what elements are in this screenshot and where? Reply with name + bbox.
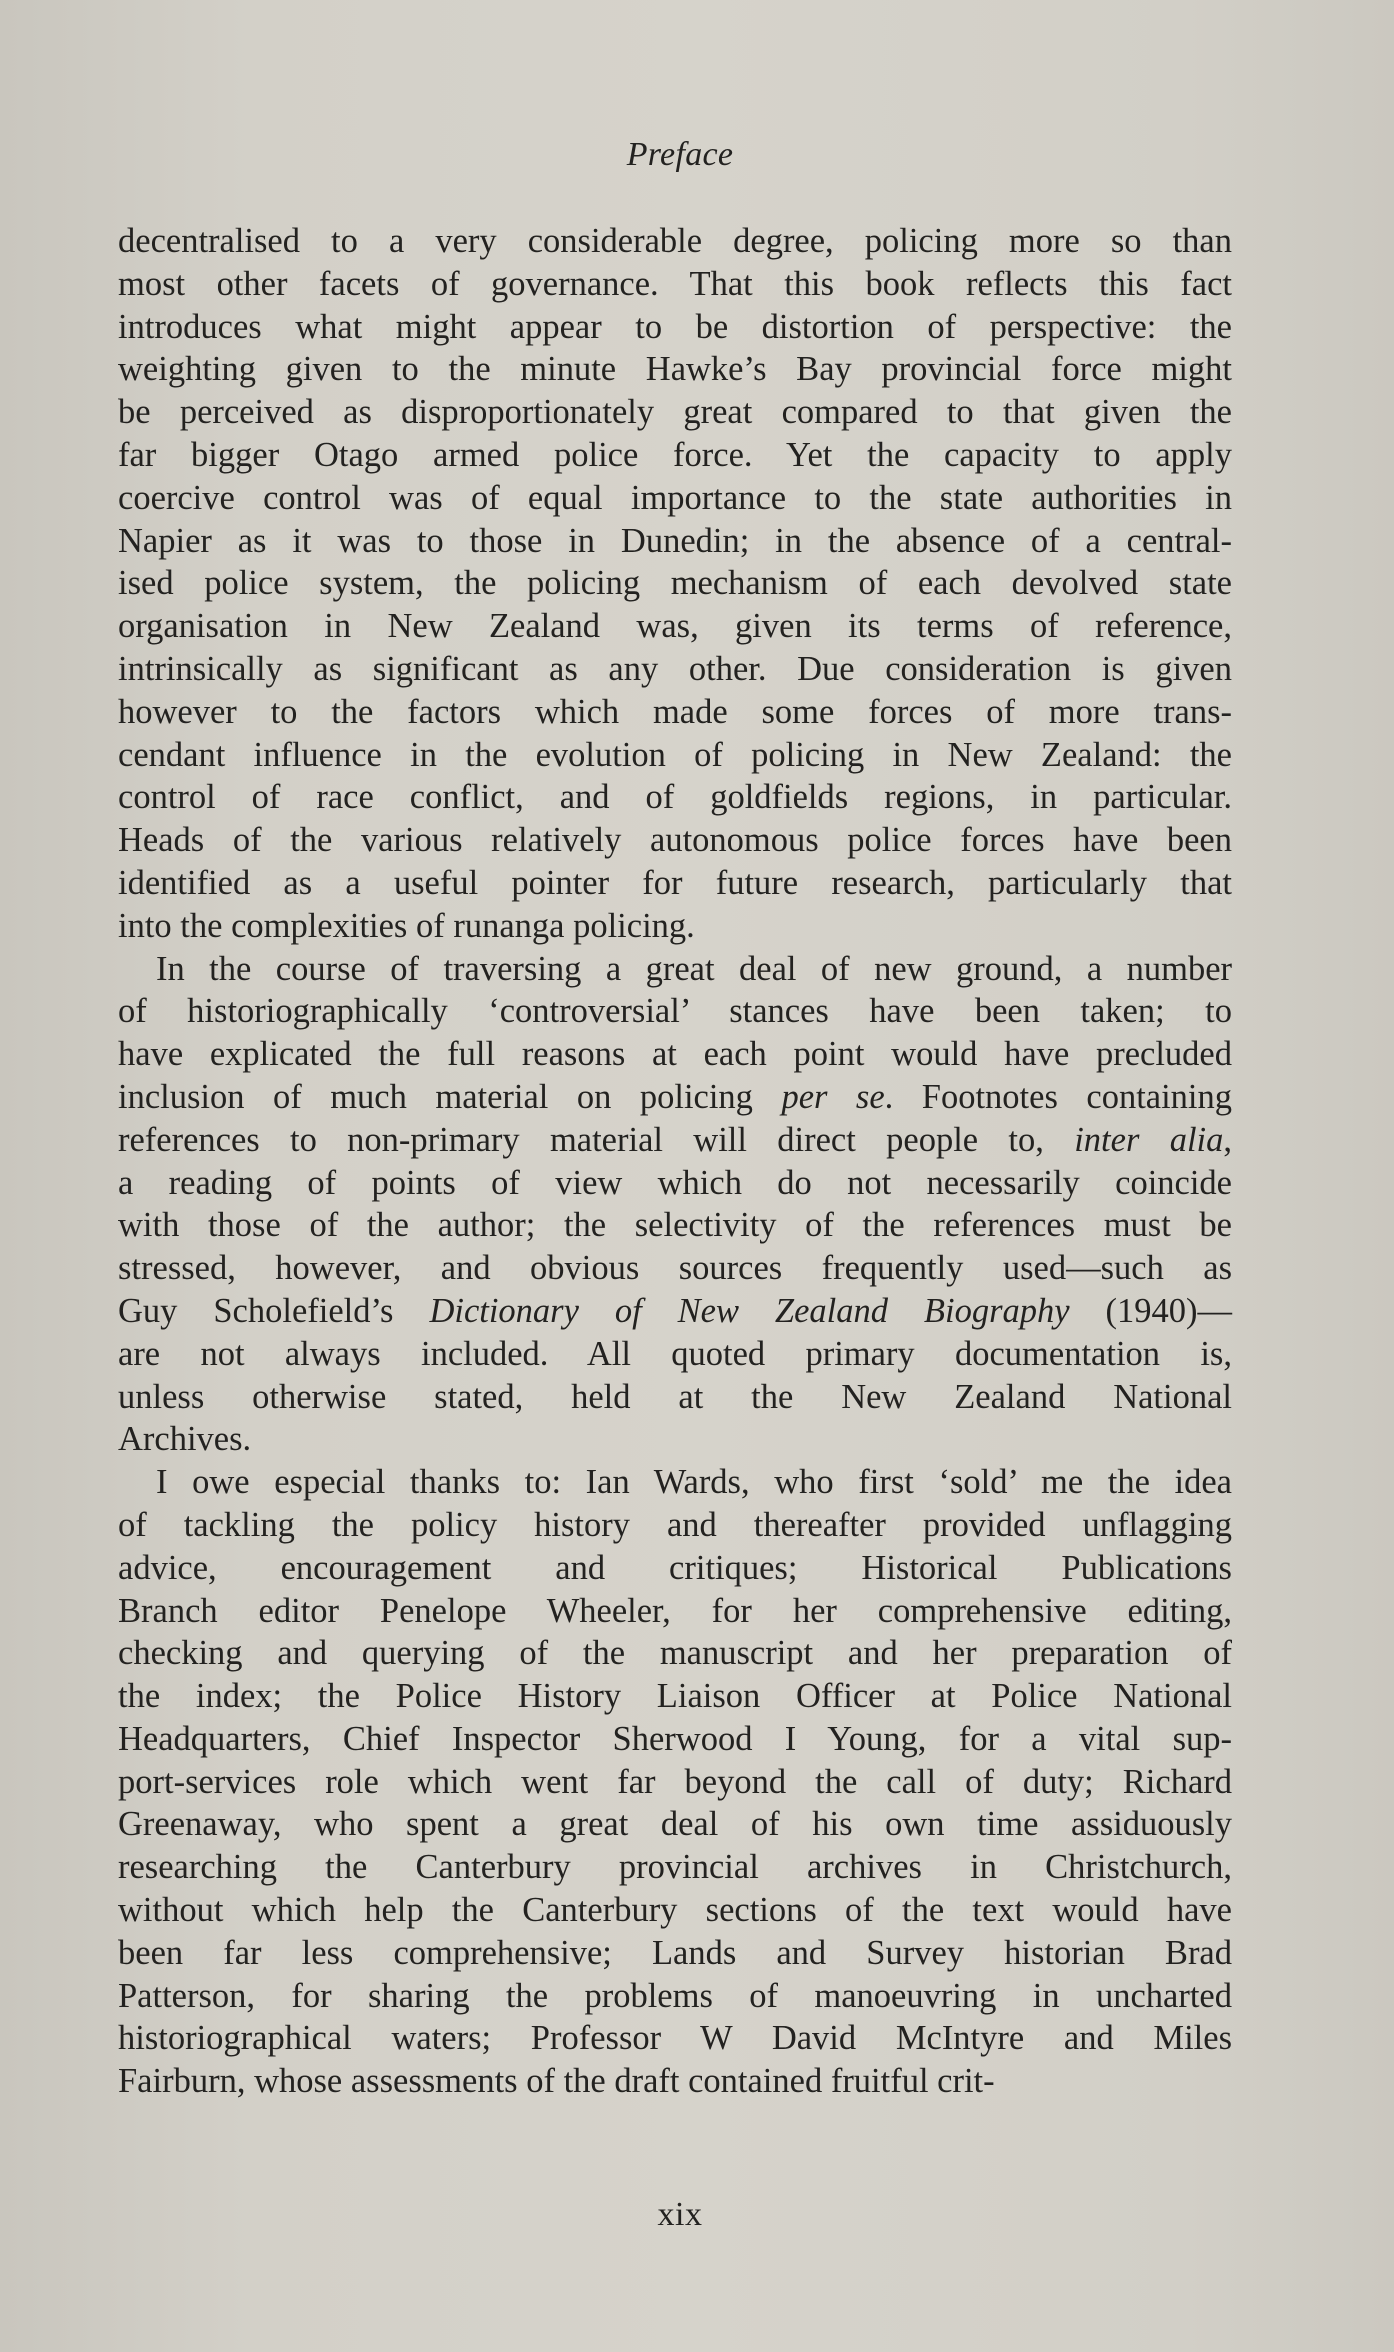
running-head: Preface bbox=[626, 136, 734, 173]
text-line: with those of the author; the selectivity of the references must be bbox=[118, 1206, 1232, 1245]
text-line: Patterson, for sharing the problems of manoeuvring in uncharted bbox=[118, 1976, 1232, 2015]
text-line: however to the factors which made some forces of more trans- bbox=[118, 692, 1232, 731]
text-line: be perceived as disproportionately great compared to that given the bbox=[118, 393, 1232, 432]
text-line: ised police system, the policing mechanism of each devolved state bbox=[118, 564, 1232, 603]
text-line: weighting given to the minute Hawke’s Bay provincial force might bbox=[118, 350, 1232, 389]
text-line: researching the Canterbury provincial archives in Christchurch, bbox=[118, 1848, 1232, 1887]
text-line: been far less comprehensive; Lands and Survey historian Brad bbox=[118, 1933, 1232, 1972]
text-line: port-services role which went far beyond the call of duty; Richard bbox=[118, 1762, 1232, 1801]
text-line: of tackling the policy history and thereafter provided unflagging bbox=[118, 1505, 1232, 1544]
text-line: references to non-primary material will direct people to, inter alia, bbox=[118, 1120, 1232, 1159]
text-line: inclusion of much material on policing per se. Footnotes containing bbox=[118, 1077, 1233, 1116]
text-line: introduces what might appear to be distortion of perspective: the bbox=[118, 307, 1232, 346]
text-line: advice, encouragement and critiques; Historical Publications bbox=[118, 1548, 1232, 1587]
text-line: I owe especial thanks to: Ian Wards, who first ‘sold’ me the idea bbox=[156, 1463, 1232, 1502]
text-line: Fairburn, whose assessments of the draft contained fruitful crit- bbox=[118, 2062, 995, 2101]
text-line: unless otherwise stated, held at the New Zealand National bbox=[118, 1377, 1232, 1416]
text-line: Heads of the various relatively autonomous police forces have been bbox=[118, 821, 1232, 860]
text-line: Headquarters, Chief Inspector Sherwood I Young, for a vital sup- bbox=[118, 1719, 1232, 1758]
text-line: Archives. bbox=[118, 1420, 252, 1459]
text-line: Guy Scholefield’s Dictionary of New Zealand Biography (1940)— bbox=[118, 1291, 1232, 1330]
body-text bbox=[118, 220, 1232, 2103]
text-line: checking and querying of the manuscript and her preparation of bbox=[118, 1634, 1232, 1673]
text-line: a reading of points of view which do not necessarily coincide bbox=[118, 1163, 1232, 1202]
paragraph-3 bbox=[118, 1461, 1232, 2103]
text-line: into the complexities of runanga policing. bbox=[118, 906, 695, 945]
text-line: organisation in New Zealand was, given its terms of reference, bbox=[118, 607, 1232, 646]
text-line: without which help the Canterbury sections of the text would have bbox=[118, 1891, 1232, 1930]
text-line: identified as a useful pointer for future research, particularly that bbox=[118, 863, 1232, 902]
text-line: far bigger Otago armed police force. Yet the capacity to apply bbox=[118, 435, 1232, 474]
text-line: most other facets of governance. That this book reflects this fact bbox=[118, 264, 1232, 303]
text-line: In the course of traversing a great deal of new ground, a number bbox=[156, 949, 1232, 988]
page-number: xix bbox=[657, 2196, 703, 2233]
text-line: control of race conflict, and of goldfields regions, in particular. bbox=[118, 778, 1232, 817]
text-line: have explicated the full reasons at each point would have precluded bbox=[118, 1035, 1232, 1074]
text-line: historiographical waters; Professor W David McIntyre and Miles bbox=[118, 2019, 1232, 2058]
text-line: Branch editor Penelope Wheeler, for her comprehensive editing, bbox=[118, 1591, 1232, 1630]
text-line: the index; the Police History Liaison Officer at Police National bbox=[118, 1677, 1232, 1716]
text-line: Greenaway, who spent a great deal of his own time assiduously bbox=[118, 1805, 1232, 1844]
text-line: decentralised to a very considerable degree, policing more so than bbox=[118, 222, 1232, 260]
text-line: are not always included. All quoted primary documentation is, bbox=[118, 1334, 1232, 1373]
paragraph-2 bbox=[118, 948, 1232, 1462]
paragraph-1 bbox=[118, 220, 1232, 948]
text-line: of historiographically ‘controversial’ stances have been taken; to bbox=[118, 992, 1232, 1031]
text-line: intrinsically as significant as any other. Due consideration is given bbox=[118, 649, 1232, 688]
text-line: cendant influence in the evolution of policing in New Zealand: the bbox=[118, 735, 1232, 774]
text-line: coercive control was of equal importance to the state authorities in bbox=[118, 478, 1232, 517]
text-line: Napier as it was to those in Dunedin; in the absence of a central- bbox=[118, 521, 1232, 560]
text-line: stressed, however, and obvious sources frequently used—such as bbox=[118, 1249, 1232, 1288]
